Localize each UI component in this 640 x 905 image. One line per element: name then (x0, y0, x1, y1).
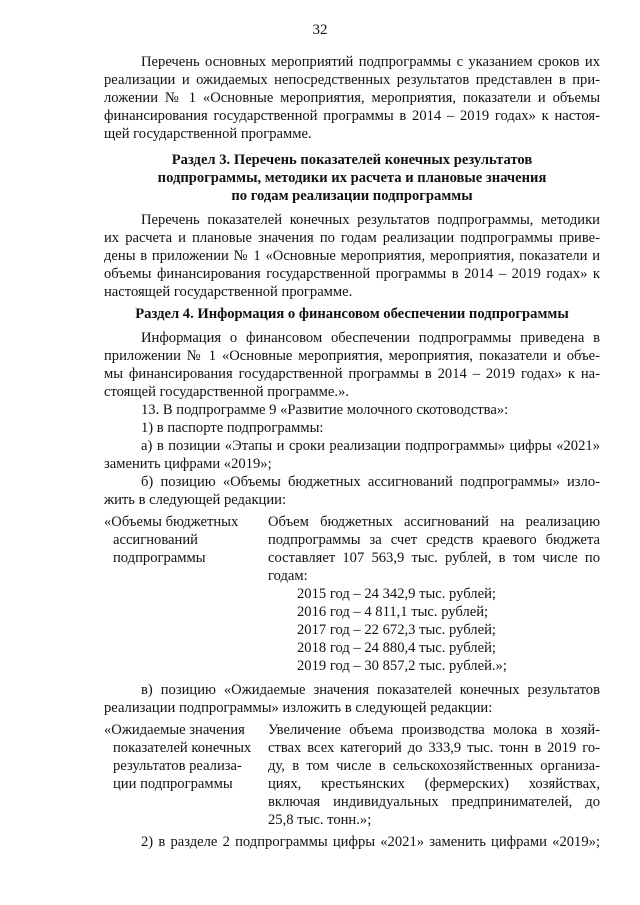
expect-text-line: 25,8 тыс. тонн.»; (268, 812, 372, 828)
text-line: ложении № 1 «Основные мероприятия, мероприятия, показатели и объемы (104, 90, 600, 106)
heading-line: Раздел 3. Перечень показателей конечных результатов (171, 152, 533, 168)
text-line: настоящей государственной программе. (104, 284, 353, 300)
budget-text-line: составляет 107 563,9 тыс. рублей, в том числе по (268, 550, 600, 566)
expect-text-line: Увеличение объема производства молока в хозяй- (268, 722, 600, 738)
budget-text-line: подпрограммы за счет средств краевого бюджета (268, 532, 600, 548)
text-line: Перечень показателей конечных результатов подпрограммы, методики (141, 212, 600, 228)
text-line: Перечень основных мероприятий подпрограммы с указанием сроков их (141, 54, 600, 70)
text-line: объемы финансирования государственной программы в 2014 – 2019 годах» к (104, 266, 600, 282)
heading-line: по годам реализации подпрограммы (231, 188, 473, 204)
text-line: реализации и ожидаемых непосредственных результатов представлен в при- (104, 72, 600, 88)
expect-text-line: включая индивидуальных предпринимателей, до (268, 794, 600, 810)
item-v-line: в) позицию «Ожидаемые значения показателей конечных результатов (141, 682, 600, 698)
budget-year-line: 2019 год – 30 857,2 тыс. рублей.»; (297, 658, 507, 674)
expect-label-line: ции подпрограммы (113, 776, 233, 792)
expect-label-line: показателей конечных (113, 740, 252, 756)
item-2: 2) в разделе 2 подпрограммы цифры «2021» заменить цифрами «2019»; (141, 834, 600, 850)
section-4-heading: Раздел 4. Информация о финансовом обеспечении подпрограммы (135, 306, 569, 322)
budget-label-line: подпрограммы (113, 550, 206, 566)
text-line: Информация о финансовом обеспечении подпрограммы приведена в (141, 330, 600, 346)
text-line: дены в приложении № 1 «Основные мероприятия, мероприятия, показатели и (104, 248, 600, 264)
text-line: приложении № 1 «Основные мероприятия, мероприятия, показатели и объе- (104, 348, 600, 364)
item-b-line: жить в следующей редакции: (104, 492, 287, 508)
item-b-line: б) позицию «Объемы бюджетных ассигнований подпрограммы» изло- (141, 474, 600, 490)
page-number: 32 (312, 22, 328, 38)
expect-label-line: результатов реализа- (113, 758, 242, 774)
budget-year-line: 2018 год – 24 880,4 тыс. рублей; (297, 640, 496, 656)
text-line: стоящей государственной программе.». (104, 384, 349, 400)
budget-year-line: 2016 год – 4 811,1 тыс. рублей; (297, 604, 489, 620)
expect-text-line: ствах всех категорий до 333,9 тыс. тонн в 2019 го- (268, 740, 600, 756)
item-13: 13. В подпрограмме 9 «Развитие молочного скотоводства»: (141, 402, 509, 418)
expect-text-line: циях, крестьянских (фермерских) хозяйствах, (268, 776, 600, 792)
expect-text-line: ду, в том числе в сельскохозяйственных организа- (268, 758, 600, 774)
item-v-line: реализации подпрограммы» изложить в следующей редакции: (104, 700, 493, 716)
expect-label-line: «Ожидаемые значения (104, 722, 245, 738)
item-a-line: заменить цифрами «2019»; (104, 456, 272, 472)
text-line: их расчета и плановые значения по годам реализации подпрограммы приве- (104, 230, 600, 246)
text-line: щей государственной программе. (104, 126, 312, 142)
budget-text-line: годам: (268, 568, 308, 584)
budget-year-line: 2015 год – 24 342,9 тыс. рублей; (297, 586, 496, 602)
text-line: финансирования государственной программы в 2014 – 2019 годах» к настоя- (104, 108, 600, 124)
budget-label-line: «Объемы бюджетных (104, 514, 239, 530)
budget-label-line: ассигнований (113, 532, 198, 548)
text-line: мы финансирования государственной программы в 2014 – 2019 годах» к на- (104, 366, 600, 382)
budget-text-line: Объем бюджетных ассигнований на реализацию (268, 514, 600, 530)
budget-year-line: 2017 год – 22 672,3 тыс. рублей; (297, 622, 496, 638)
heading-line: подпрограммы, методики их расчета и плановые значения (157, 170, 547, 186)
item-13-1: 1) в паспорте подпрограммы: (141, 420, 324, 436)
item-a-line: а) в позиции «Этапы и сроки реализации подпрограммы» цифры «2021» (141, 438, 600, 454)
